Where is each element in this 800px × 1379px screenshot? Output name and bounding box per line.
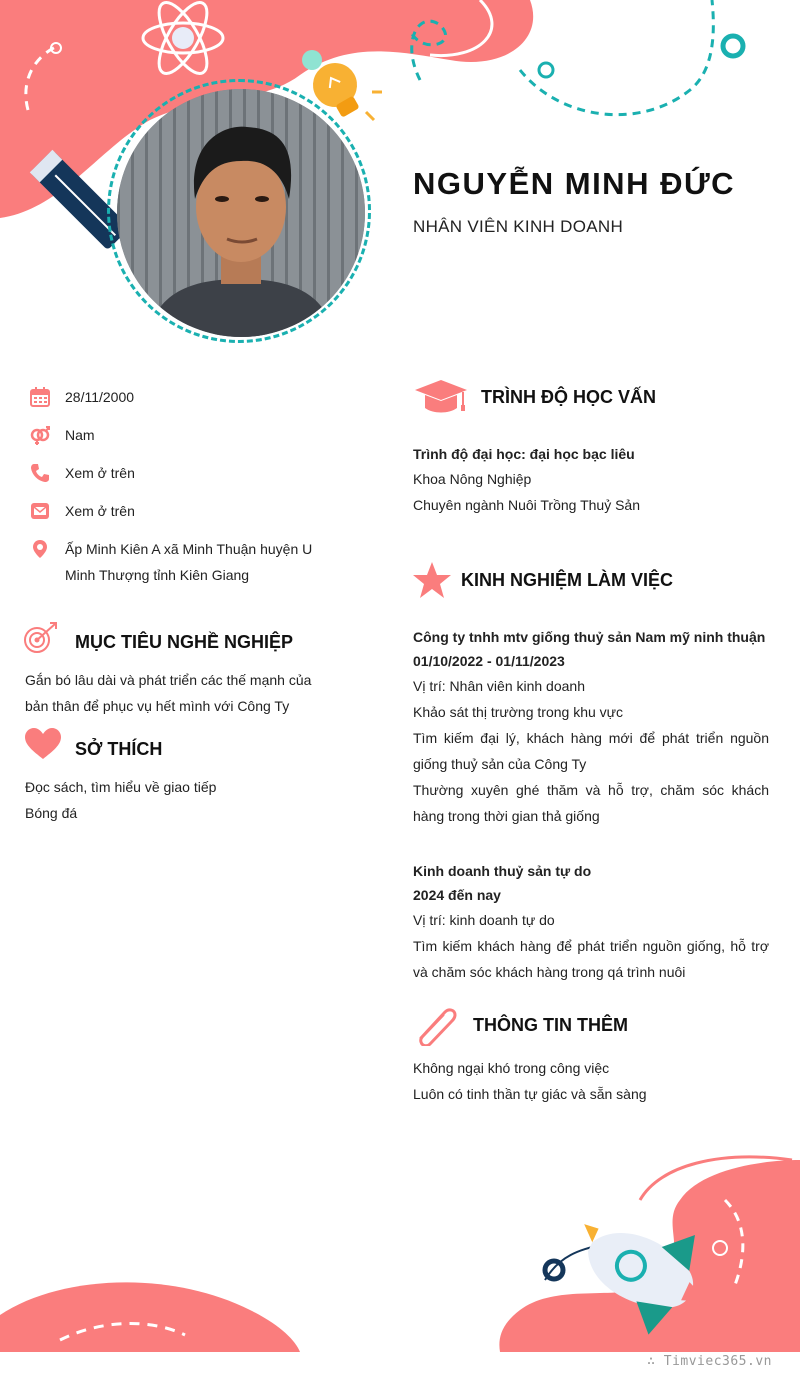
avatar — [117, 89, 365, 337]
phone-row — [30, 460, 360, 486]
watermark: ∴ Timviec365.vn — [647, 1354, 772, 1369]
job-period: 01/10/2022 - 01/11/2023 — [413, 653, 565, 669]
phone-icon — [30, 463, 50, 483]
job-company: Kinh doanh thuỷ sản tự do — [413, 863, 592, 879]
job-line: Tìm kiếm đại lý, khách hàng mới để phát triển nguồn giống thuỷ sản của Công Ty — [413, 730, 769, 772]
education-title: TRÌNH ĐỘ HỌC VẤN — [481, 387, 656, 407]
hobbies-title: SỞ THÍCH — [75, 739, 163, 759]
phone-value: Xem ở trên — [65, 465, 135, 481]
objective-title: MỤC TIÊU NGHỀ NGHIỆP — [75, 632, 294, 652]
gender-icon — [30, 425, 50, 445]
job-line: Thường xuyên ghé thăm và hỗ trợ, chăm sóc khách hàng trong thời gian thả giống — [413, 782, 769, 824]
address-row — [30, 536, 360, 588]
birthday-value: 28/11/2000 — [65, 389, 135, 405]
job-title: NHÂN VIÊN KINH DOANH — [413, 217, 624, 236]
education-faculty: Khoa Nông Nghiệp — [413, 471, 532, 487]
paperclip-icon — [413, 1004, 459, 1046]
email-row — [30, 498, 360, 524]
email-icon — [30, 501, 50, 521]
job-period: 2024 đến nay — [413, 887, 501, 903]
job-line: Khảo sát thị trường trong khu vực — [413, 704, 624, 720]
job-company: Công ty tnhh mtv giống thuỷ sản Nam mỹ ninh thuận — [413, 629, 766, 645]
job-line: Vị trí: kinh doanh tự do — [413, 912, 555, 928]
pink-blob-bottom-left — [0, 1282, 300, 1352]
education-degree: Trình độ đại học: đại học bạc liêu — [413, 446, 635, 462]
additional-title: THÔNG TIN THÊM — [473, 1015, 628, 1035]
star-icon — [413, 562, 451, 598]
hobbies-item: Đọc sách, tìm hiểu về giao tiếp — [25, 779, 217, 795]
location-icon — [30, 539, 50, 559]
calendar-icon — [30, 387, 50, 407]
candidate-name: NGUYỄN MINH ĐỨC — [413, 166, 736, 201]
job-line: Vị trí: Nhân viên kinh doanh — [413, 678, 585, 694]
email-value: Xem ở trên — [65, 503, 135, 519]
additional-item: Luôn có tinh thần tự giác và sẵn sàng — [413, 1086, 647, 1102]
job-line: Tìm kiếm khách hàng để phát triển nguồn giống, hỗ trợ và chăm sóc khách hàng trong qá trình nuôi — [413, 938, 769, 980]
hobbies-item: Bóng đá — [25, 805, 78, 821]
additional-item: Không ngại khó trong công việc — [413, 1060, 610, 1076]
objective-text: Gắn bó lâu dài và phát triển các thế mạnh của bản thân để phục vụ hết mình với Công Ty — [25, 672, 312, 714]
gender-row — [30, 422, 360, 448]
target-icon — [23, 620, 59, 656]
gender-value: Nam — [65, 427, 95, 443]
experience-title: KINH NGHIỆM LÀM VIỆC — [461, 570, 674, 590]
birthday-row — [30, 384, 360, 410]
graduation-cap-icon — [413, 380, 469, 414]
education-major: Chuyên ngành Nuôi Trồng Thuỷ Sản — [413, 497, 641, 513]
heart-icon — [25, 728, 61, 760]
address-value: Ấp Minh Kiên A xã Minh Thuận huyện U Minh Thượng tỉnh Kiên Giang — [65, 541, 313, 583]
footer-decoration — [0, 1140, 800, 1379]
